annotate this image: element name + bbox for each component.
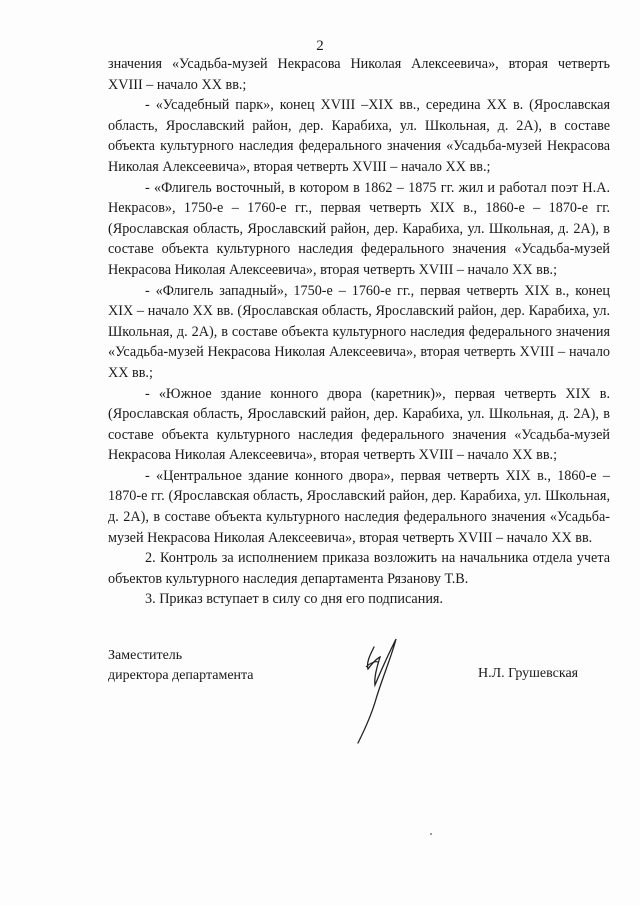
- signer-name: Н.Л. Грушевская: [478, 666, 579, 681]
- continuation-paragraph: значения «Усадьба-музей Некрасова Николая Алексеевича», вторая четверть XVIII – начало XX вв.;: [108, 56, 610, 93]
- list-item: - «Усадебный парк», конец XVIII –XIX вв., середина XX в. (Ярославская область, Ярославский район, дер. Карабиха, ул. Школьная, д. 2А), в составе объекта культурного наследия федерального значения «Усадьба-музей Некрасова Николая Алексеевича», вторая четверть XVIII – начало XX вв.;: [108, 97, 610, 175]
- signer-title-line-2: директора департамента: [108, 668, 254, 683]
- list-item: - «Флигель западный», 1750-е – 1760-е гг., первая четверть XIX в., конец XIX – начало XX вв. (Ярославская область, Ярославский район, дер. Карабиха, ул. Школьная, д. 2А), в составе объекта культурного наследия федерального значения «Усадьба-музей Некрасова Николая Алексеевича», вторая четверть XVIII – начало XX вв.;: [108, 282, 610, 381]
- list-item: - «Центральное здание конного двора», первая четверть XIX в., 1860-е – 1870-е гг. (Ярославская область, Ярославский район, дер. Карабиха, ул. Школьная, д. 2А), в составе объекта культурного наследия федерального значения «Усадьба-музей Некрасова Николая Алексеевича», вторая четверть XVIII – начало XX вв.: [108, 467, 610, 546]
- clause-control: 2. Контроль за исполнением приказа возложить на начальника отдела учета объектов культурного наследия департамента Рязанову Т.В.: [108, 550, 610, 587]
- signer-title: [108, 646, 254, 686]
- list-item: - «Южное здание конного двора (каретник)», первая четверть XIX в. (Ярославская область, Ярославский район, дер. Карабиха, ул. Школьная, д. 2А), в составе объекта культурного наследия федерального значения «Усадьба-музей Некрасова Николая Алексеевича», вторая четверть XVIII – начало XX вв.;: [108, 385, 610, 464]
- page-number: 2: [316, 38, 324, 54]
- scan-speck: [430, 833, 432, 835]
- signer-title-line-1: Заместитель: [108, 648, 183, 663]
- order-text: [108, 54, 610, 610]
- list-item: - «Флигель восточный, в котором в 1862 – 1875 гг. жил и работал поэт Н.А. Некрасов», 1750-е – 1760-е гг., первая четверть XIX в., 1860-е – 1870-е гг. (Ярославская область, Ярославский район, дер. Карабиха, ул. Школьная, д. 2А), в составе объекта культурного наследия федерального значения «Усадьба-музей Некрасова Николая Алексеевича», вторая четверть XVIII – начало XX вв.;: [108, 179, 610, 278]
- clause-effective: 3. Приказ вступает в силу со дня его подписания.: [145, 591, 443, 608]
- handwritten-signature: [330, 615, 420, 755]
